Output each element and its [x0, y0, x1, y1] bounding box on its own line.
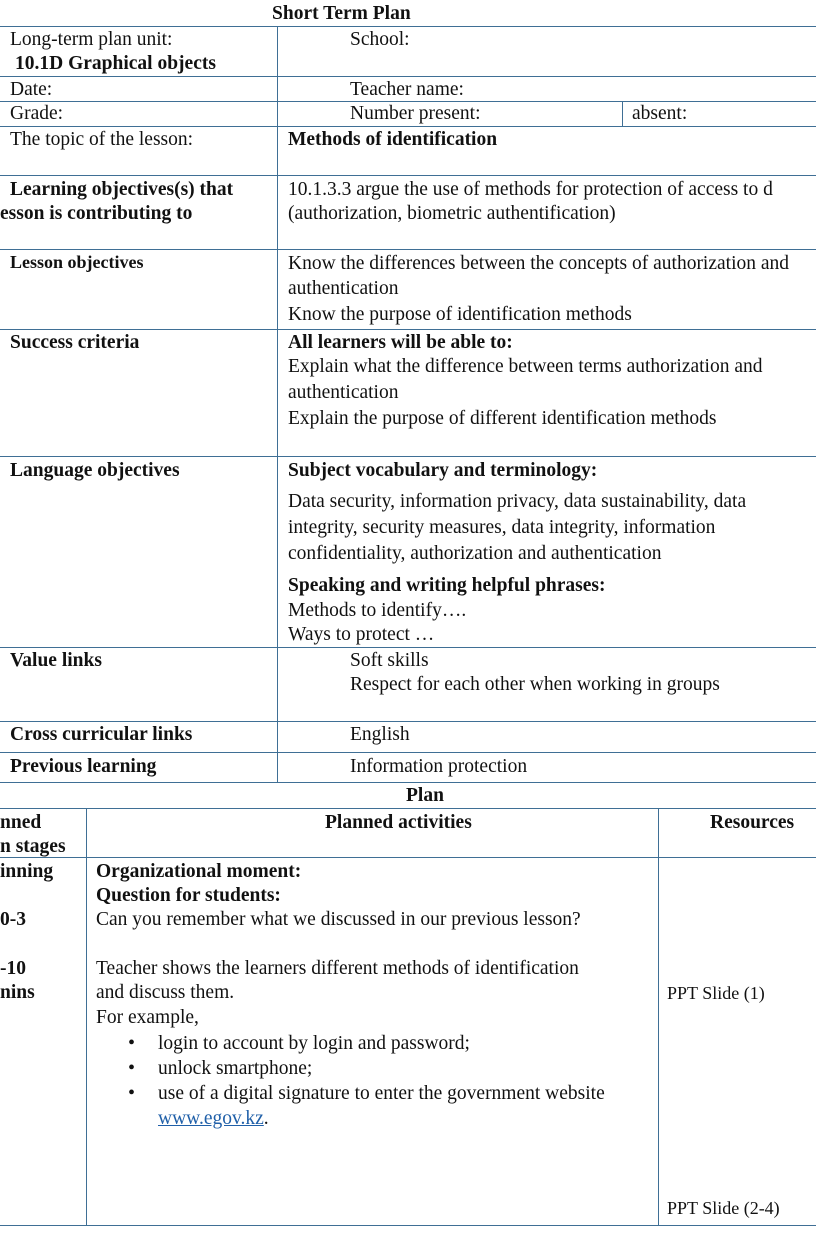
list-item: • login to account by login and password; [158, 1031, 605, 1056]
row-divider [0, 175, 816, 176]
success-criteria-heading: All learners will be able to: [288, 332, 513, 353]
link-tail: . [263, 1108, 269, 1129]
vocabulary-line: Data security, information privacy, data sustainability, data [288, 491, 747, 512]
plan-col-stages-header: nned [0, 812, 42, 833]
stage-time: 0-3 [0, 909, 26, 930]
activity-text: and discuss them. [96, 982, 235, 1003]
grade-label: Grade: [10, 103, 64, 124]
learning-objectives-value: 10.1.3.3 argue the use of methods for protection of access to d [288, 179, 773, 200]
date-label: Date: [10, 79, 53, 100]
activity-text: For example, [96, 1007, 199, 1028]
egov-link[interactable]: www.egov.kz [158, 1108, 264, 1129]
present-label: Number present: [350, 103, 481, 124]
value-link-line: Soft skills [350, 650, 429, 671]
list-item: • use of a digital signature to enter the government website [158, 1081, 605, 1106]
teacher-label: Teacher name: [350, 79, 464, 100]
plan-top-border [0, 808, 816, 809]
stage-time: -10 [0, 958, 26, 979]
absent-label: absent: [632, 103, 688, 124]
stage-time-unit: nins [0, 982, 35, 1003]
activity-examples-list [158, 1031, 605, 1106]
lesson-objective-line: Know the differences between the concepts of authorization and [288, 253, 790, 274]
learning-objectives-value-cont: (authorization, biometric authentification) [288, 203, 616, 224]
row-divider [0, 752, 816, 753]
activity-heading: Question for students: [96, 885, 281, 906]
previous-learning-label: Previous learning [10, 756, 157, 777]
plan-bottom-border [0, 1225, 816, 1226]
success-criteria-line: authentication [288, 382, 399, 403]
vocabulary-heading: Subject vocabulary and terminology: [288, 460, 598, 481]
topic-value: Methods of identification [288, 129, 498, 150]
learning-objectives-label-cont: esson is contributing to [0, 203, 193, 224]
phrase-line: Methods to identify…. [288, 600, 467, 621]
resource-item: PPT Slide (1) [667, 983, 765, 1003]
row-divider [0, 456, 816, 457]
plan-col-resources-header: Resources [710, 812, 795, 833]
egov-link-line [158, 1106, 269, 1131]
vocabulary-line: confidentiality, authorization and authentication [288, 543, 662, 564]
lesson-objectives-label: Lesson objectives [10, 252, 144, 272]
lesson-objective-line: Know the purpose of identification methods [288, 304, 632, 325]
previous-learning-value: Information protection [350, 756, 528, 777]
unit-label: Long-term plan unit: [10, 29, 173, 50]
success-criteria-line: Explain what the difference between terms authorization and [288, 356, 763, 377]
activity-heading: Organizational moment: [96, 861, 302, 882]
unit-value: 10.1D Graphical objects [15, 53, 216, 74]
success-criteria-line: Explain the purpose of different identification methods [288, 408, 717, 429]
plan-column-divider [86, 808, 87, 1225]
value-links-label: Value links [10, 650, 102, 671]
column-divider [622, 101, 623, 126]
success-criteria-label: Success criteria [10, 332, 140, 353]
learning-objectives-label: Learning objectives(s) that [10, 179, 234, 200]
phrase-line: Ways to protect … [288, 624, 435, 645]
cross-curricular-label: Cross curricular links [10, 724, 193, 745]
value-link-line: Respect for each other when working in groups [350, 674, 720, 695]
resource-item: PPT Slide (2-4) [667, 1198, 780, 1218]
document-title: Short Term Plan [272, 3, 411, 24]
vocabulary-line: integrity, security measures, data integrity, information [288, 517, 716, 538]
column-divider [277, 26, 278, 782]
phrases-heading: Speaking and writing helpful phrases: [288, 575, 606, 596]
plan-title: Plan [406, 785, 444, 806]
plan-col-activities-header: Planned activities [325, 812, 472, 833]
cross-curricular-value: English [350, 724, 410, 745]
plan-column-divider [658, 808, 659, 1225]
activity-question: Can you remember what we discussed in our previous lesson? [96, 909, 581, 930]
lesson-objective-line: authentication [288, 278, 399, 299]
language-objectives-label: Language objectives [10, 460, 180, 481]
topic-label: The topic of the lesson: [10, 129, 194, 150]
activity-text: Teacher shows the learners different methods of identification [96, 958, 579, 979]
list-item: • unlock smartphone; [158, 1056, 605, 1081]
stage-label: inning [0, 861, 54, 882]
plan-header-divider [0, 857, 816, 858]
plan-col-stages-header-cont: n stages [0, 836, 66, 857]
school-label: School: [350, 29, 410, 50]
